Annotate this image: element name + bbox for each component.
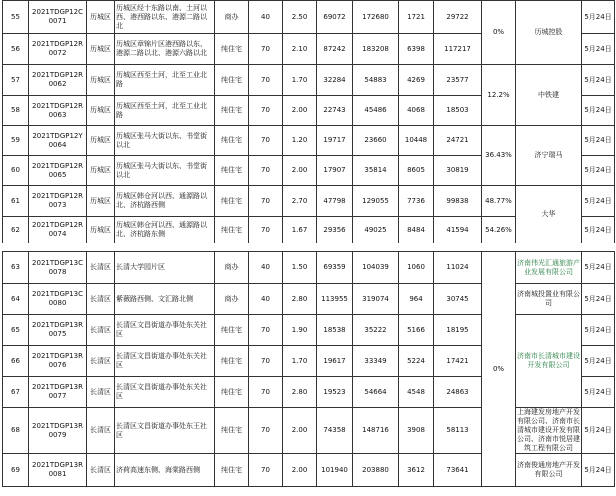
- premium-rate-cell: 48.77%: [482, 186, 516, 217]
- premium-rate-cell: 0%: [482, 1, 516, 65]
- lease-years-cell: 70: [249, 34, 283, 65]
- site-area-cell: 69072: [317, 1, 353, 34]
- date-cell: 5月24日: [582, 1, 615, 34]
- location-cell: 历城区章锦片区港西路以东、港源二路以北、港源六路以北: [115, 34, 215, 65]
- location-cell: 长清区文昌街道办事处东关社区: [115, 377, 215, 408]
- table-row: [3, 284, 615, 315]
- site-area-cell: 69359: [317, 252, 353, 284]
- location-cell: 历城区西至土河，北至工业北路: [115, 96, 215, 126]
- total-price-cell: 117217: [434, 34, 482, 65]
- date-cell: 5月24日: [582, 34, 615, 65]
- row-number-cell: 66: [3, 346, 29, 377]
- total-price-cell: 17421: [434, 346, 482, 377]
- date-cell: 5月24日: [582, 126, 615, 156]
- floor-area-cell: 129055: [353, 186, 399, 217]
- date-cell: 5月24日: [582, 377, 615, 408]
- district-cell: 历城区: [87, 34, 115, 65]
- parcel-code-cell: 2021TDGP13C 0078: [29, 252, 87, 284]
- row-number-cell: 60: [3, 156, 29, 186]
- district-cell: 长清区: [87, 315, 115, 346]
- plot-ratio-cell: 1.70: [283, 65, 317, 96]
- lease-years-cell: 70: [249, 454, 283, 487]
- location-cell: 长清区文昌街道办事处东关社区: [115, 346, 215, 377]
- parcel-code-cell: 2021TDGP13R 0079: [29, 408, 87, 454]
- buyer-cell: 济南市长清城市建设开发有限公司: [516, 315, 582, 408]
- floor-area-cell: 35222: [353, 315, 399, 346]
- table-row: [3, 65, 615, 96]
- row-number-cell: 59: [3, 126, 29, 156]
- unit-price-cell: 3908: [399, 408, 434, 454]
- district-cell: 长清区: [87, 377, 115, 408]
- plot-ratio-cell: 1.50: [283, 252, 317, 284]
- district-cell: 历城区: [87, 65, 115, 96]
- site-area-cell: 19717: [317, 126, 353, 156]
- district-cell: 历城区: [87, 217, 115, 244]
- land-use-cell: 纯住宅: [215, 454, 249, 487]
- plot-ratio-cell: 2.00: [283, 96, 317, 126]
- parcel-code-cell: 2021TDGP12R 0073: [29, 186, 87, 217]
- unit-price-cell: 7736: [399, 186, 434, 217]
- total-price-cell: 23577: [434, 65, 482, 96]
- date-cell: 5月24日: [582, 252, 615, 284]
- plot-ratio-cell: 1.90: [283, 315, 317, 346]
- district-cell: 长清区: [87, 346, 115, 377]
- district-cell: 历城区: [87, 156, 115, 186]
- floor-area-cell: 183208: [353, 34, 399, 65]
- lease-years-cell: 70: [249, 315, 283, 346]
- lease-years-cell: 70: [249, 377, 283, 408]
- row-number-cell: 63: [3, 252, 29, 284]
- parcel-code-cell: 2021TDGP12R 0072: [29, 34, 87, 65]
- location-cell: 历城区张马大街以东、书堂街以北: [115, 126, 215, 156]
- unit-price-cell: 5224: [399, 346, 434, 377]
- row-number-cell: 62: [3, 217, 29, 244]
- parcel-code-cell: 2021TDGP13C 0080: [29, 284, 87, 315]
- table-row: [3, 186, 615, 217]
- plot-ratio-cell: 2.00: [283, 454, 317, 487]
- table-gap: [0, 243, 616, 251]
- date-cell: 5月24日: [582, 315, 615, 346]
- district-cell: 历城区: [87, 186, 115, 217]
- land-use-cell: 商办: [215, 284, 249, 315]
- table-row: [3, 126, 615, 156]
- row-number-cell: 61: [3, 186, 29, 217]
- total-price-cell: 24863: [434, 377, 482, 408]
- date-cell: 5月24日: [582, 454, 615, 487]
- unit-price-cell: 5166: [399, 315, 434, 346]
- lease-years-cell: 70: [249, 96, 283, 126]
- site-area-cell: 101940: [317, 454, 353, 487]
- plot-ratio-cell: 2.70: [283, 186, 317, 217]
- land-use-cell: 纯住宅: [215, 186, 249, 217]
- premium-rate-cell: 12.2%: [482, 65, 516, 126]
- date-cell: 5月24日: [582, 65, 615, 96]
- lease-years-cell: 70: [249, 217, 283, 244]
- total-price-cell: 58113: [434, 408, 482, 454]
- location-cell: 历城区经十东路以南、土河以西、港西路以东、港源二路以北: [115, 1, 215, 34]
- buyer-cell: 大华: [516, 186, 582, 244]
- land-table-licheng: [2, 0, 615, 244]
- floor-area-cell: 54883: [353, 65, 399, 96]
- row-number-cell: 57: [3, 65, 29, 96]
- premium-rate-cell: 54.26%: [482, 217, 516, 244]
- date-cell: 5月24日: [582, 156, 615, 186]
- floor-area-cell: 23660: [353, 126, 399, 156]
- total-price-cell: 99838: [434, 186, 482, 217]
- land-use-cell: 纯住宅: [215, 346, 249, 377]
- site-area-cell: 87242: [317, 34, 353, 65]
- floor-area-cell: 33349: [353, 346, 399, 377]
- parcel-code-cell: 2021TDGP13R 0077: [29, 377, 87, 408]
- site-area-cell: 29356: [317, 217, 353, 244]
- plot-ratio-cell: 2.10: [283, 34, 317, 65]
- buyer-cell: 济南俊通房地产开发有限公司: [516, 454, 582, 487]
- lease-years-cell: 70: [249, 65, 283, 96]
- unit-price-cell: 6398: [399, 34, 434, 65]
- land-use-cell: 纯住宅: [215, 377, 249, 408]
- row-number-cell: 64: [3, 284, 29, 315]
- row-number-cell: 69: [3, 454, 29, 487]
- land-table-changqing: [2, 251, 615, 487]
- total-price-cell: 41594: [434, 217, 482, 244]
- land-use-cell: 纯住宅: [215, 408, 249, 454]
- parcel-code-cell: 2021TDGP12C 0071: [29, 1, 87, 34]
- total-price-cell: 73641: [434, 454, 482, 487]
- location-cell: 长清大学园片区: [115, 252, 215, 284]
- location-cell: 长清区文昌街道办事处东王社区: [115, 408, 215, 454]
- total-price-cell: 18195: [434, 315, 482, 346]
- district-cell: 长清区: [87, 284, 115, 315]
- plot-ratio-cell: 1.67: [283, 217, 317, 244]
- unit-price-cell: 1721: [399, 1, 434, 34]
- floor-area-cell: 319074: [353, 284, 399, 315]
- date-cell: 5月24日: [582, 408, 615, 454]
- total-price-cell: 30819: [434, 156, 482, 186]
- district-cell: 长清区: [87, 454, 115, 487]
- site-area-cell: 17907: [317, 156, 353, 186]
- land-use-cell: 商办: [215, 252, 249, 284]
- table-row: [3, 315, 615, 346]
- location-cell: 历城区西至土河，北至工业北路: [115, 65, 215, 96]
- plot-ratio-cell: 2.00: [283, 408, 317, 454]
- site-area-cell: 19523: [317, 377, 353, 408]
- row-number-cell: 58: [3, 96, 29, 126]
- parcel-code-cell: 2021TDGP12R 0063: [29, 96, 87, 126]
- land-use-cell: 纯住宅: [215, 315, 249, 346]
- parcel-code-cell: 2021TDGP12R 0065: [29, 156, 87, 186]
- plot-ratio-cell: 2.80: [283, 284, 317, 315]
- district-cell: 历城区: [87, 96, 115, 126]
- land-use-cell: 纯住宅: [215, 156, 249, 186]
- buyer-cell: 济南城投置业有限公司: [516, 284, 582, 315]
- location-cell: 历城区韩仓河以西、通源路以北、济杭路西侧: [115, 186, 215, 217]
- land-use-cell: 商办: [215, 1, 249, 34]
- land-use-cell: 纯住宅: [215, 34, 249, 65]
- lease-years-cell: 70: [249, 186, 283, 217]
- lease-years-cell: 40: [249, 284, 283, 315]
- total-price-cell: 24721: [434, 126, 482, 156]
- buyer-cell: 济宁瑞马: [516, 126, 582, 186]
- table-row: [3, 408, 615, 454]
- floor-area-cell: 35814: [353, 156, 399, 186]
- table-row: [3, 1, 615, 34]
- table-row: [3, 454, 615, 487]
- parcel-code-cell: 2021TDGP12R 0062: [29, 65, 87, 96]
- site-area-cell: 18538: [317, 315, 353, 346]
- table-row: [3, 252, 615, 284]
- buyer-cell: 上海建发房地产开发有限公司、济南市长清城市建设开发有限公司、济南市悦居建筑工程有限公司: [517, 408, 580, 452]
- land-use-cell: 纯住宅: [215, 65, 249, 96]
- parcel-code-cell: 2021TDGP13R 0081: [29, 454, 87, 487]
- plot-ratio-cell: 1.20: [283, 126, 317, 156]
- land-use-cell: 纯住宅: [215, 126, 249, 156]
- land-use-cell: 纯住宅: [215, 217, 249, 244]
- floor-area-cell: 104039: [353, 252, 399, 284]
- floor-area-cell: 49025: [353, 217, 399, 244]
- location-cell: 历城区张马大街以东、书堂街以北: [115, 156, 215, 186]
- lease-years-cell: 40: [249, 252, 283, 284]
- date-cell: 5月24日: [582, 186, 615, 217]
- site-area-cell: 19617: [317, 346, 353, 377]
- row-number-cell: 67: [3, 377, 29, 408]
- lease-years-cell: 70: [249, 408, 283, 454]
- total-price-cell: 18503: [434, 96, 482, 126]
- unit-price-cell: 3612: [399, 454, 434, 487]
- plot-ratio-cell: 1.70: [283, 346, 317, 377]
- parcel-code-cell: 2021TDGP12R 0074: [29, 217, 87, 244]
- location-cell: 历城区韩仓河以西、通源路以北、济杭路东侧: [115, 217, 215, 244]
- district-cell: 历城区: [87, 1, 115, 34]
- total-price-cell: 30745: [434, 284, 482, 315]
- unit-price-cell: 1060: [399, 252, 434, 284]
- unit-price-cell: 8605: [399, 156, 434, 186]
- unit-price-cell: 10448: [399, 126, 434, 156]
- total-price-cell: 29722: [434, 1, 482, 34]
- location-cell: 紫薇路西侧、文汇路北侧: [115, 284, 215, 315]
- date-cell: 5月24日: [582, 217, 615, 244]
- parcel-code-cell: 2021TDGP13R 0076: [29, 346, 87, 377]
- unit-price-cell: 4548: [399, 377, 434, 408]
- date-cell: 5月24日: [582, 346, 615, 377]
- row-number-cell: 55: [3, 1, 29, 34]
- row-number-cell: 65: [3, 315, 29, 346]
- row-number-cell: 56: [3, 34, 29, 65]
- site-area-cell: 47798: [317, 186, 353, 217]
- parcel-code-cell: 2021TDGP13R 0075: [29, 315, 87, 346]
- location-cell: 长清区文昌街道办事处东关社区: [115, 315, 215, 346]
- floor-area-cell: 203880: [353, 454, 399, 487]
- location-cell: 济荷高速东侧、海棠路西侧: [115, 454, 215, 487]
- floor-area-cell: 45486: [353, 96, 399, 126]
- lease-years-cell: 70: [249, 156, 283, 186]
- district-cell: 历城区: [87, 126, 115, 156]
- plot-ratio-cell: 2.50: [283, 1, 317, 34]
- site-area-cell: 74358: [317, 408, 353, 454]
- district-cell: 长清区: [87, 252, 115, 284]
- unit-price-cell: 4269: [399, 65, 434, 96]
- lease-years-cell: 70: [249, 346, 283, 377]
- site-area-cell: 32284: [317, 65, 353, 96]
- buyer-cell: 历城控股: [516, 1, 582, 65]
- floor-area-cell: 54664: [353, 377, 399, 408]
- district-cell: 长清区: [87, 408, 115, 454]
- lease-years-cell: 70: [249, 126, 283, 156]
- plot-ratio-cell: 2.80: [283, 377, 317, 408]
- floor-area-cell: 148716: [353, 408, 399, 454]
- unit-price-cell: 4068: [399, 96, 434, 126]
- buyer-cell: 中铁建: [516, 65, 582, 126]
- unit-price-cell: 8484: [399, 217, 434, 244]
- premium-rate-cell: 0%: [482, 252, 516, 487]
- date-cell: 5月24日: [582, 284, 615, 315]
- floor-area-cell: 172680: [353, 1, 399, 34]
- parcel-code-cell: 2021TDGP12Y 0064: [29, 126, 87, 156]
- lease-years-cell: 40: [249, 1, 283, 34]
- plot-ratio-cell: 2.00: [283, 156, 317, 186]
- site-area-cell: 22743: [317, 96, 353, 126]
- buyer-cell: 济南伟光汇通旅游产业发展有限公司: [516, 252, 582, 284]
- site-area-cell: 113955: [317, 284, 353, 315]
- unit-price-cell: 964: [399, 284, 434, 315]
- premium-rate-cell: 36.43%: [482, 126, 516, 186]
- land-use-cell: 纯住宅: [215, 96, 249, 126]
- total-price-cell: 11024: [434, 252, 482, 284]
- row-number-cell: 68: [3, 408, 29, 454]
- date-cell: 5月24日: [582, 96, 615, 126]
